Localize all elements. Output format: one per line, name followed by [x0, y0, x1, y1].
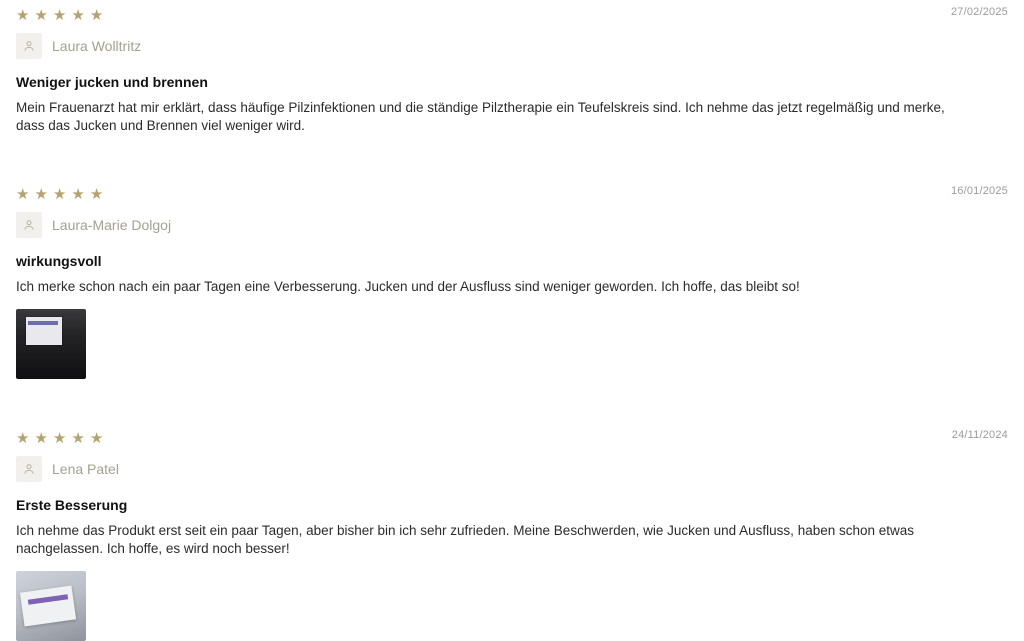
review-author-row [16, 33, 1008, 59]
review-author-row [16, 212, 1008, 238]
review-author-name: Laura-Marie Dolgoj [52, 217, 172, 233]
star-icon: ★ [34, 7, 48, 24]
review-photo-thumbnail[interactable] [16, 571, 86, 641]
star-icon: ★ [16, 430, 30, 447]
review-date: 24/11/2024 [951, 429, 1008, 441]
review-photo-thumbnail[interactable] [16, 309, 86, 379]
user-avatar-icon [16, 456, 42, 482]
star-icon: ★ [89, 430, 104, 447]
review-separator [0, 379, 1024, 427]
review-title: Weniger jucken und brennen [16, 74, 208, 90]
review-item [0, 183, 1024, 379]
review-date: 27/02/2025 [950, 6, 1008, 18]
review-author-row [16, 456, 1008, 482]
review-item [0, 427, 1024, 641]
review-body: Ich merke schon nach ein paar Tagen eine Verbesserung. Jucken und der Ausfluss sind weniger geworden. Ich hoffe, das bleibt so! [16, 279, 800, 294]
review-body: Ich nehme das Produkt erst seit ein paar Tagen, aber bisher bin ich sehr zufrieden. Meine Beschwerden, wie Jucken und Ausfluss, haben schon etwas nachgelassen. Ich hoffe, es wird noch besser! [16, 523, 915, 556]
rating-stars [16, 427, 103, 446]
star-icon: ★ [71, 186, 85, 203]
review-header [16, 183, 1008, 202]
rating-stars [16, 4, 103, 23]
star-icon: ★ [89, 7, 104, 24]
star-icon: ★ [89, 186, 104, 203]
star-icon: ★ [71, 7, 85, 24]
review-title: wirkungsvoll [16, 253, 102, 269]
review-separator [0, 135, 1024, 183]
review-author-name: Lena Patel [52, 461, 119, 477]
review-author-name: Laura Wolltritz [52, 38, 142, 54]
star-icon: ★ [16, 186, 30, 203]
star-icon: ★ [16, 7, 30, 24]
review-title: Erste Besserung [16, 497, 128, 513]
star-icon: ★ [52, 430, 67, 447]
review-body: Mein Frauenarzt hat mir erklärt, dass häufige Pilzinfektionen und die ständige Pilztherapie ein Teufelskreis sind. Ich nehme das jetzt regelmäßig und merke, dass das Jucken und Brennen viel weniger wird. [16, 100, 945, 133]
rating-stars [16, 183, 103, 202]
review-header [16, 427, 1008, 446]
star-icon: ★ [52, 186, 67, 203]
review-date: 16/01/2025 [950, 185, 1008, 197]
review-photos [16, 571, 1008, 641]
review-photos [16, 309, 1008, 379]
user-avatar-icon [16, 33, 42, 59]
star-icon: ★ [34, 186, 48, 203]
star-icon: ★ [71, 430, 85, 447]
user-avatar-icon [16, 212, 42, 238]
review-item [0, 0, 1024, 135]
star-icon: ★ [52, 7, 67, 24]
review-header [16, 4, 1008, 23]
star-icon: ★ [34, 430, 48, 447]
